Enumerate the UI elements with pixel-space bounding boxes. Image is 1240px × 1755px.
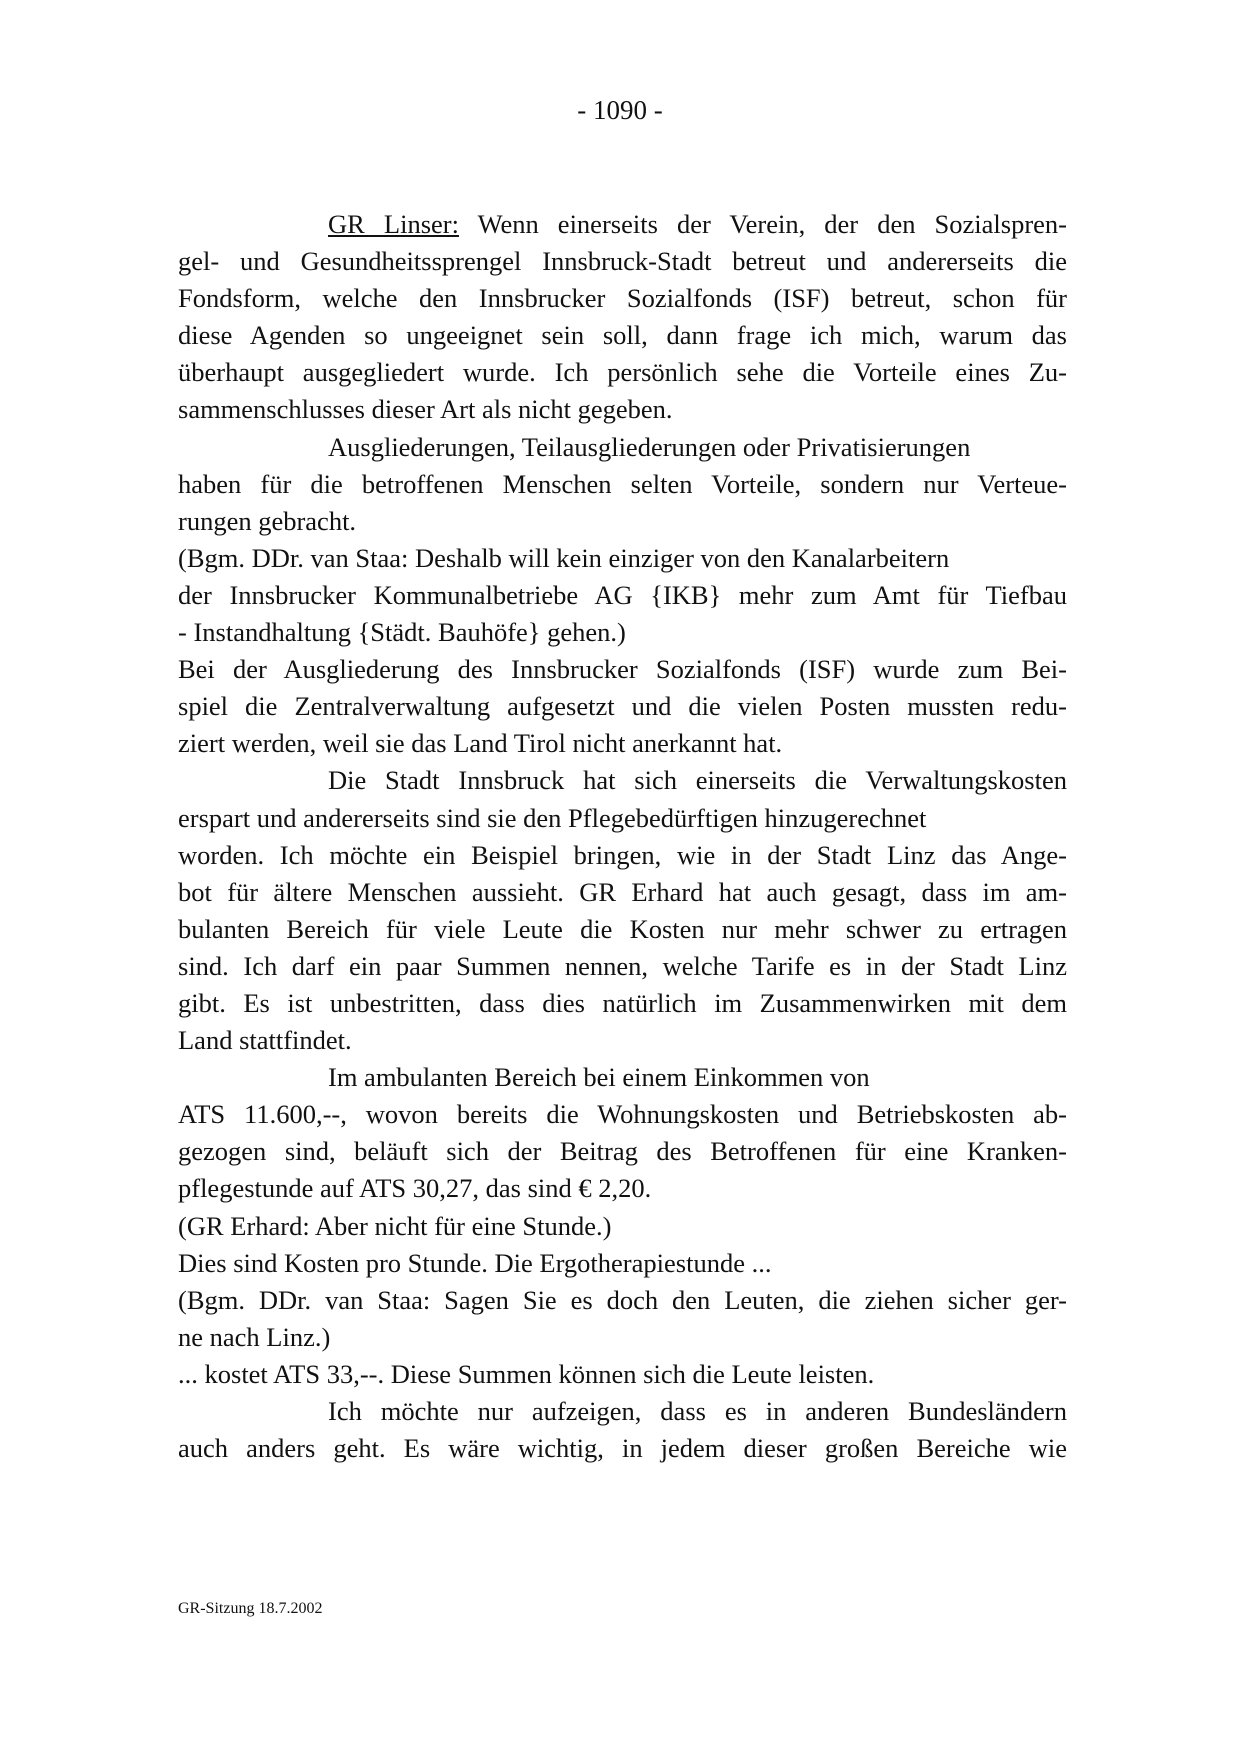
text-line (178, 1059, 1067, 1096)
speaker-name: GR Linser: (328, 209, 459, 239)
line-text: - Instandhaltung {Städt. Bauhöfe} gehen.) (178, 617, 626, 648)
document-body (178, 206, 1067, 1467)
line-text: Im ambulanten Bereich bei einem Einkommen von (328, 1062, 870, 1093)
text-line (178, 466, 1067, 503)
line-text: (Bgm. DDr. van Staa: Sagen Sie es doch den Leuten, die ziehen sicher ger- (178, 1284, 1067, 1315)
line-text: (Bgm. DDr. van Staa: Deshalb will kein einziger von den Kanalarbeitern (178, 542, 950, 573)
line-text: erspart und andererseits sind sie den Pflegebedürftigen hinzugerechnet (178, 802, 927, 833)
footer-session-date: GR-Sitzung 18.7.2002 (178, 1600, 323, 1617)
line-text: Dies sind Kosten pro Stunde. Die Ergotherapiestunde ... (178, 1247, 772, 1278)
line-text: worden. Ich möchte ein Beispiel bringen, wie in der Stadt Linz das Ange- (178, 839, 1067, 870)
text-line (178, 800, 1067, 837)
line-text: Fondsform, welche den Innsbrucker Sozialfonds (ISF) betreut, schon für (178, 283, 1067, 314)
line-text: Land stattfindet. (178, 1025, 352, 1056)
text-line (178, 762, 1067, 799)
text-line (178, 1282, 1067, 1319)
line-text: Ausgliederungen, Teilausgliederungen oder Privatisierungen (328, 431, 971, 462)
text-line (178, 614, 1067, 651)
text-line (178, 911, 1067, 948)
text-line (178, 1022, 1067, 1059)
text-line (178, 577, 1067, 614)
text-line (178, 688, 1067, 725)
text-line (178, 206, 1067, 243)
line-text: der Innsbrucker Kommunalbetriebe AG {IKB} mehr zum Amt für Tiefbau (178, 579, 1067, 610)
text-line (178, 948, 1067, 985)
text-line (178, 280, 1067, 317)
line-text: (GR Erhard: Aber nicht für eine Stunde.) (178, 1210, 612, 1241)
text-line (178, 1356, 1067, 1393)
text-line (178, 243, 1067, 280)
text-line (178, 985, 1067, 1022)
line-text: ne nach Linz.) (178, 1321, 331, 1352)
text-line (178, 1393, 1067, 1430)
text-line (178, 1133, 1067, 1170)
line-text: Ich möchte nur aufzeigen, dass es in anderen Bundesländern (328, 1396, 1067, 1426)
text-line (178, 837, 1067, 874)
text-line (178, 874, 1067, 911)
line-text: ATS 11.600,--, wovon bereits die Wohnungskosten und Betriebskosten ab- (178, 1099, 1067, 1130)
line-text: bulanten Bereich für viele Leute die Kosten nur mehr schwer zu ertragen (178, 913, 1067, 944)
line-text: auch anders geht. Es wäre wichtig, in jedem dieser großen Bereiche wie (178, 1433, 1067, 1464)
text-line (178, 1096, 1067, 1133)
text-line (178, 429, 1067, 466)
line-text: ziert werden, weil sie das Land Tirol nicht anerkannt hat. (178, 728, 783, 759)
line-text: gel- und Gesundheitssprengel Innsbruck-Stadt betreut und andererseits die (178, 246, 1067, 277)
text-line (178, 1430, 1067, 1467)
line-text: Bei der Ausgliederung des Innsbrucker Sozialfonds (ISF) wurde zum Bei- (178, 654, 1067, 685)
line-text: bot für ältere Menschen aussieht. GR Erhard hat auch gesagt, dass im am- (178, 876, 1067, 907)
line-text: überhaupt ausgegliedert wurde. Ich persönlich sehe die Vorteile eines Zu- (178, 357, 1067, 388)
line-text: pflegestunde auf ATS 30,27, das sind € 2,20. (178, 1173, 652, 1204)
text-line (178, 651, 1067, 688)
line-text: diese Agenden so ungeeignet sein soll, dann frage ich mich, warum das (178, 320, 1067, 351)
text-line (178, 391, 1067, 428)
line-text: sammenschlusses dieser Art als nicht gegeben. (178, 394, 673, 425)
text-line (178, 1245, 1067, 1282)
line-text: sind. Ich darf ein paar Summen nennen, welche Tarife es in der Stadt Linz (178, 950, 1067, 981)
text-line (178, 1319, 1067, 1356)
text-line (178, 1170, 1067, 1207)
text-line (178, 725, 1067, 762)
text-line (178, 317, 1067, 354)
line-text: gezogen sind, beläuft sich der Beitrag des Betroffenen für eine Kranken- (178, 1136, 1067, 1167)
line-text: haben für die betroffenen Menschen selten Vorteile, sondern nur Verteue- (178, 468, 1067, 499)
line-text: Die Stadt Innsbruck hat sich einerseits die Verwaltungskosten (328, 765, 1067, 796)
text-line (178, 503, 1067, 540)
line-text: ... kostet ATS 33,--. Diese Summen können sich die Leute leisten. (178, 1358, 875, 1389)
text-line (178, 540, 1067, 577)
line-text: spiel die Zentralverwaltung aufgesetzt und die vielen Posten mussten redu- (178, 691, 1067, 722)
page-number: - 1090 - (577, 95, 663, 125)
line-text: gibt. Es ist unbestritten, dass dies natürlich im Zusammenwirken mit dem (178, 987, 1067, 1018)
text-line (178, 1208, 1067, 1245)
text-line (178, 354, 1067, 391)
line-text: Wenn einerseits der Verein, der den Sozialspren- (458, 209, 1068, 239)
line-text: rungen gebracht. (178, 505, 357, 536)
